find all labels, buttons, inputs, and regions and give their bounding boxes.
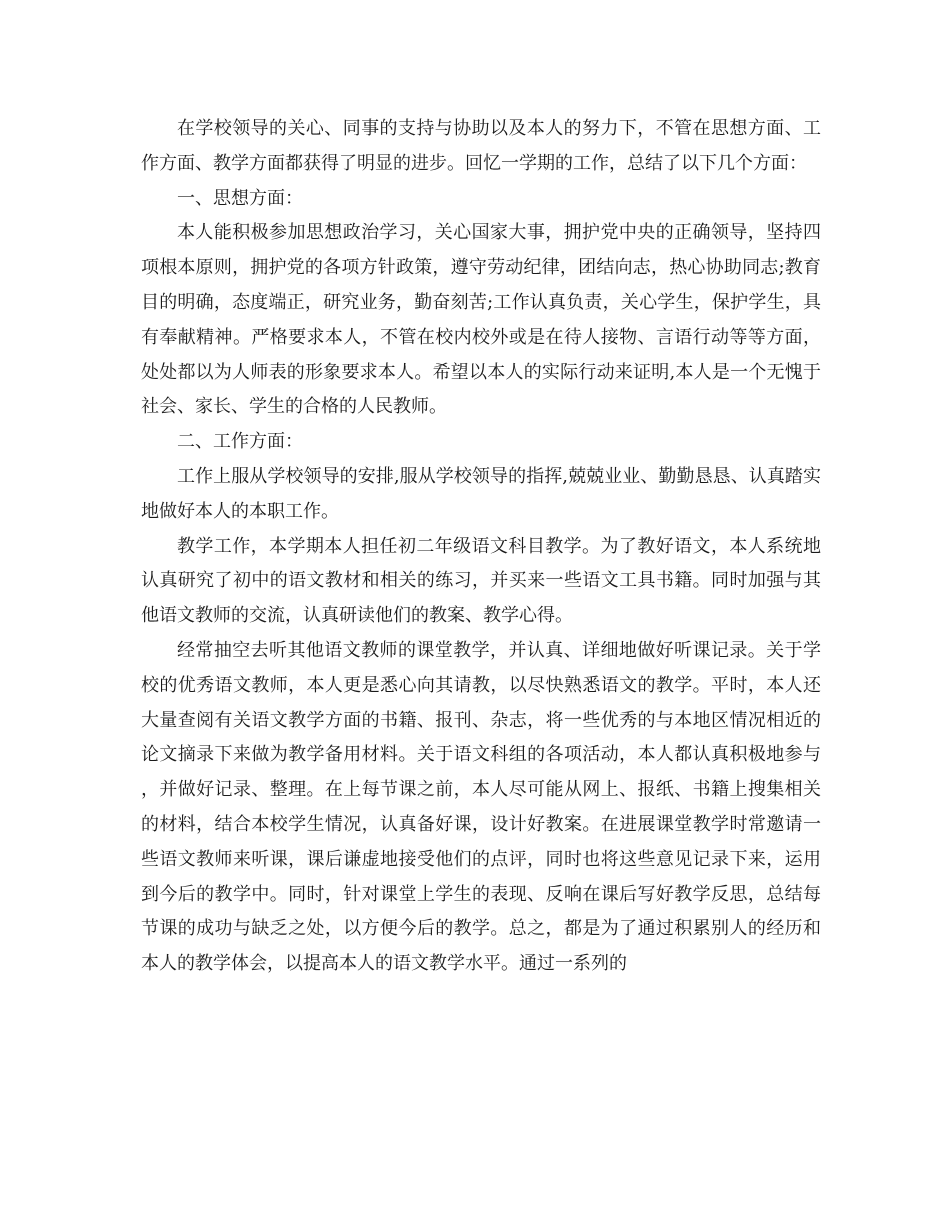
section-heading-thought: 一、思想方面： xyxy=(177,187,303,209)
section-heading-work: 二、工作方面： xyxy=(177,431,303,453)
thought-paragraph: 本人能积极参加思想政治学习，关心国家大事，拥护党中央的正确领导，坚持四项根本原则，拥护党的各项方针政策，遵守劳动纪律，团结向志，热心协助同志;教育目的明确，态度端正，研究业务，勤奋刻苦;工作认真负责，关心学生，保护学生，具有奉献精神。严格要求本人，不管在校内校外或是在待人接物、言语行动等等方面，处处都以为人师表的形象要求本人。希望以本人的实际行动来证明,本人是一个无愧于社会、家长、学生的合格的人民教师。 xyxy=(141,222,821,418)
work-paragraph: 工作上服从学校领导的安排,服从学校领导的指挥,兢兢业业、勤勤恳恳、认真踏实地做好本人的本职工作。 xyxy=(141,465,821,522)
lesson-observation-paragraph: 经常抽空去听其他语文教师的课堂教学，并认真、详细地做好听课记录。关于学校的优秀语文教师，本人更是悉心向其请教，以尽快熟悉语文的教学。平时，本人还大量查阅有关语文教学方面的书籍、报刊、杂志，将一些优秀的与本地区情况相近的论文摘录下来做为教学备用材料。关于语文科组的各项活动，本人都认真积极地参与，并做好记录、整理。在上每节课之前，本人尽可能从网上、报纸、书籍上搜集相关的材料，结合本校学生情况，认真备好课，设计好教案。在进展课堂教学时常邀请一些语文教师来听课，课后谦虚地接受他们的点评，同时也将这些意见记录下来，运用到今后的教学中。同时，针对课堂上学生的表现、反响在课后写好教学反思，总结每节课的成功与缺乏之处，以方便今后的教学。总之，都是为了通过积累别人的经历和本人的教学体会，以提高本人的语文教学水平。通过一系列的 xyxy=(141,639,821,975)
teaching-paragraph: 教学工作，本学期本人担任初二年级语文科目教学。为了教好语文，本人系统地认真研究了初中的语文教材和相关的练习，并买来一些语文工具书籍。同时加强与其他语文教师的交流，认真研读他们的教案、教学心得。 xyxy=(141,535,821,627)
intro-paragraph: 在学校领导的关心、同事的支持与协助以及本人的努力下，不管在思想方面、工作方面、教学方面都获得了明显的进步。回忆一学期的工作，总结了以下几个方面： xyxy=(141,118,821,174)
document-body xyxy=(141,112,821,982)
